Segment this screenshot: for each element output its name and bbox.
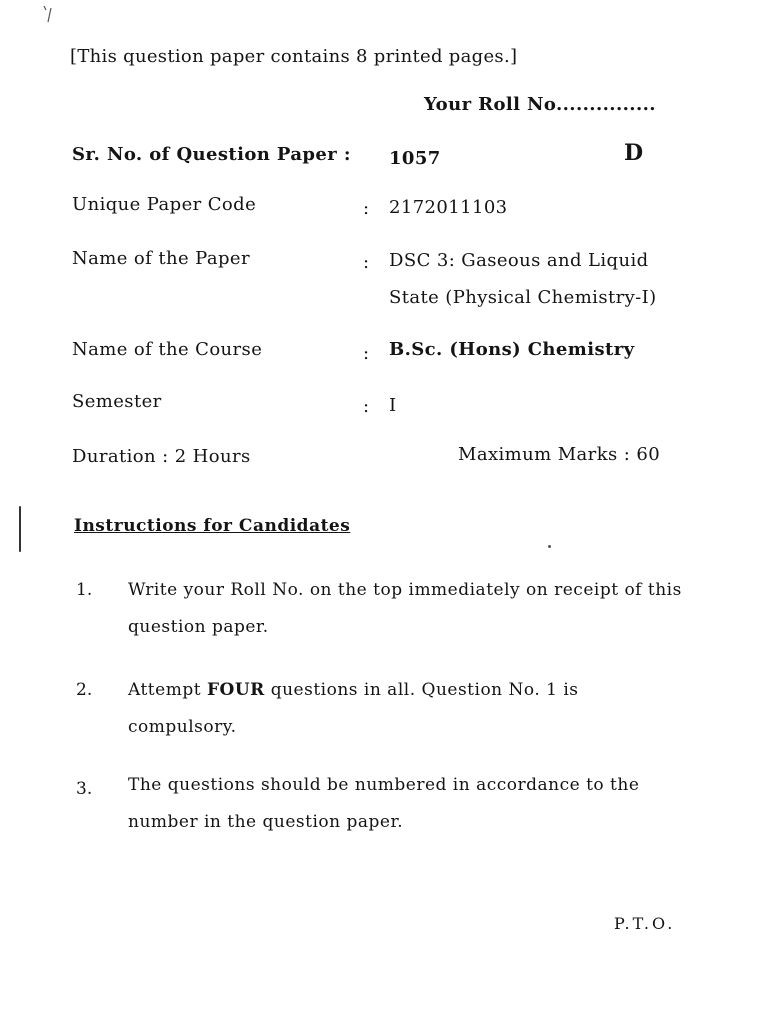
instruction-text-part: questions in all. Question No. 1 is compulsory. xyxy=(128,680,579,737)
paper-code-value: 2172011103 xyxy=(389,197,508,218)
maximum-marks: Maximum Marks : 60 xyxy=(458,444,661,465)
colon: : xyxy=(363,252,370,273)
serial-number-label: Sr. No. of Question Paper : xyxy=(72,144,351,165)
paper-name-value-line1: DSC 3: Gaseous and Liquid xyxy=(389,250,649,271)
page-count-note: [This question paper contains 8 printed pages.] xyxy=(70,46,518,67)
please-turn-over: P.T.O. xyxy=(614,914,676,933)
semester-value: I xyxy=(389,395,397,416)
instruction-number: 1. xyxy=(76,580,93,600)
serial-number-value: 1057 xyxy=(389,148,441,169)
instruction-text-part: Attempt xyxy=(128,680,207,700)
paper-set-letter: D xyxy=(624,140,644,166)
colon: : xyxy=(363,198,370,219)
pen-mark-icon xyxy=(42,4,56,24)
instruction-number: 2. xyxy=(76,680,93,700)
paper-code-label: Unique Paper Code xyxy=(72,194,257,215)
roll-number-field: Your Roll No............... xyxy=(424,94,656,115)
colon: : xyxy=(363,343,370,364)
instruction-emphasis: FOUR xyxy=(206,680,265,700)
duration: Duration : 2 Hours xyxy=(72,446,251,467)
instructions-title: Instructions for Candidates xyxy=(74,516,351,536)
margin-pen-mark xyxy=(19,506,21,552)
instruction-number: 3. xyxy=(76,779,93,799)
semester-label: Semester xyxy=(72,391,162,412)
instruction-item: Write your Roll No. on the top immediately on receipt of this question paper. xyxy=(128,580,682,637)
paper-name-value-line2: State (Physical Chemistry-I) xyxy=(389,287,657,308)
instruction-item xyxy=(128,672,686,746)
paper-name-label: Name of the Paper xyxy=(72,248,250,269)
course-name-value: B.Sc. (Hons) Chemistry xyxy=(389,339,635,360)
course-name-label: Name of the Course xyxy=(72,339,263,360)
ink-dot xyxy=(548,545,551,548)
colon: : xyxy=(363,396,370,417)
instruction-item: The questions should be numbered in accordance to the number in the question paper. xyxy=(128,775,640,832)
